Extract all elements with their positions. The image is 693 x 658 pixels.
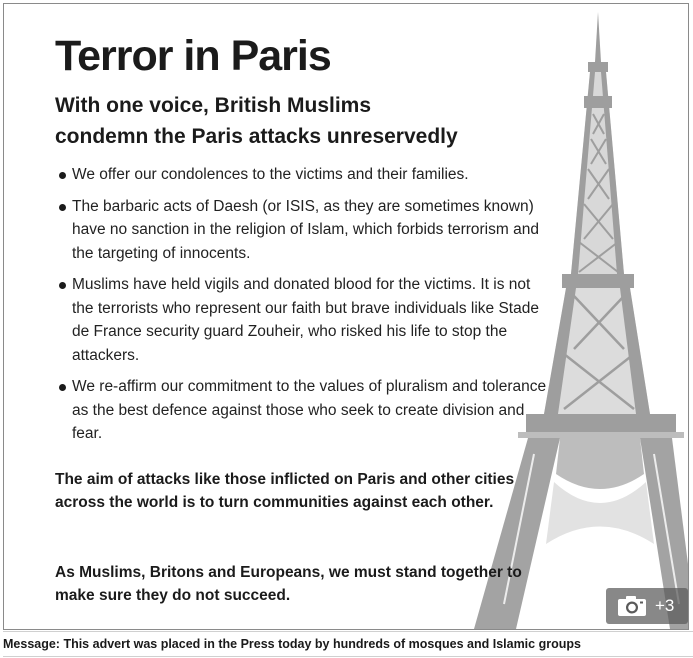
camera-icon xyxy=(617,595,647,617)
closing-paragraph-2: As Muslims, Britons and Europeans, we must stand together to make sure they do not succeed. xyxy=(55,564,522,604)
subheadline-line-2: condemn the Paris attacks unreservedly xyxy=(55,125,458,148)
image-caption: Message: This advert was placed in the Press today by hundreds of mosques and Islamic groups xyxy=(3,631,693,657)
bullet-text: Muslims have held vigils and donated blood for the victims. It is not the terrorists who represent our faith but brave individuals like Stade de France security guard Zouheir, who risked his life to stop the attackers. xyxy=(72,276,539,364)
bullet-dot-icon xyxy=(59,282,66,289)
closing-paragraph-1: The aim of attacks like those inflicted on Paris and other cities across the world is to turn communities against each other. xyxy=(55,471,515,511)
bullet-text: We offer our condolences to the victims and their families. xyxy=(72,166,469,183)
bullet-dot-icon xyxy=(59,384,66,391)
bullet-item xyxy=(59,163,549,187)
bullet-text: We re-affirm our commitment to the values of pluralism and tolerance as the best defence against those who seek to create division and fear. xyxy=(72,378,547,442)
gallery-count: +3 xyxy=(655,596,675,615)
bullet-dot-icon xyxy=(59,204,66,211)
bullet-list xyxy=(59,163,549,454)
headline: Terror in Paris xyxy=(55,32,331,80)
bullet-dot-icon xyxy=(59,172,66,179)
advert-panel xyxy=(3,3,689,630)
subheadline-line-1: With one voice, British Muslims xyxy=(55,94,372,117)
subheadline xyxy=(55,90,495,152)
bullet-item xyxy=(59,375,549,446)
bullet-item xyxy=(59,195,549,266)
bullet-item xyxy=(59,273,549,367)
bullet-text: The barbaric acts of Daesh (or ISIS, as they are sometimes known) have no sanction in the religion of Islam, which forbids terrorism and the targeting of innocents. xyxy=(72,197,539,262)
gallery-button[interactable] xyxy=(606,588,688,624)
